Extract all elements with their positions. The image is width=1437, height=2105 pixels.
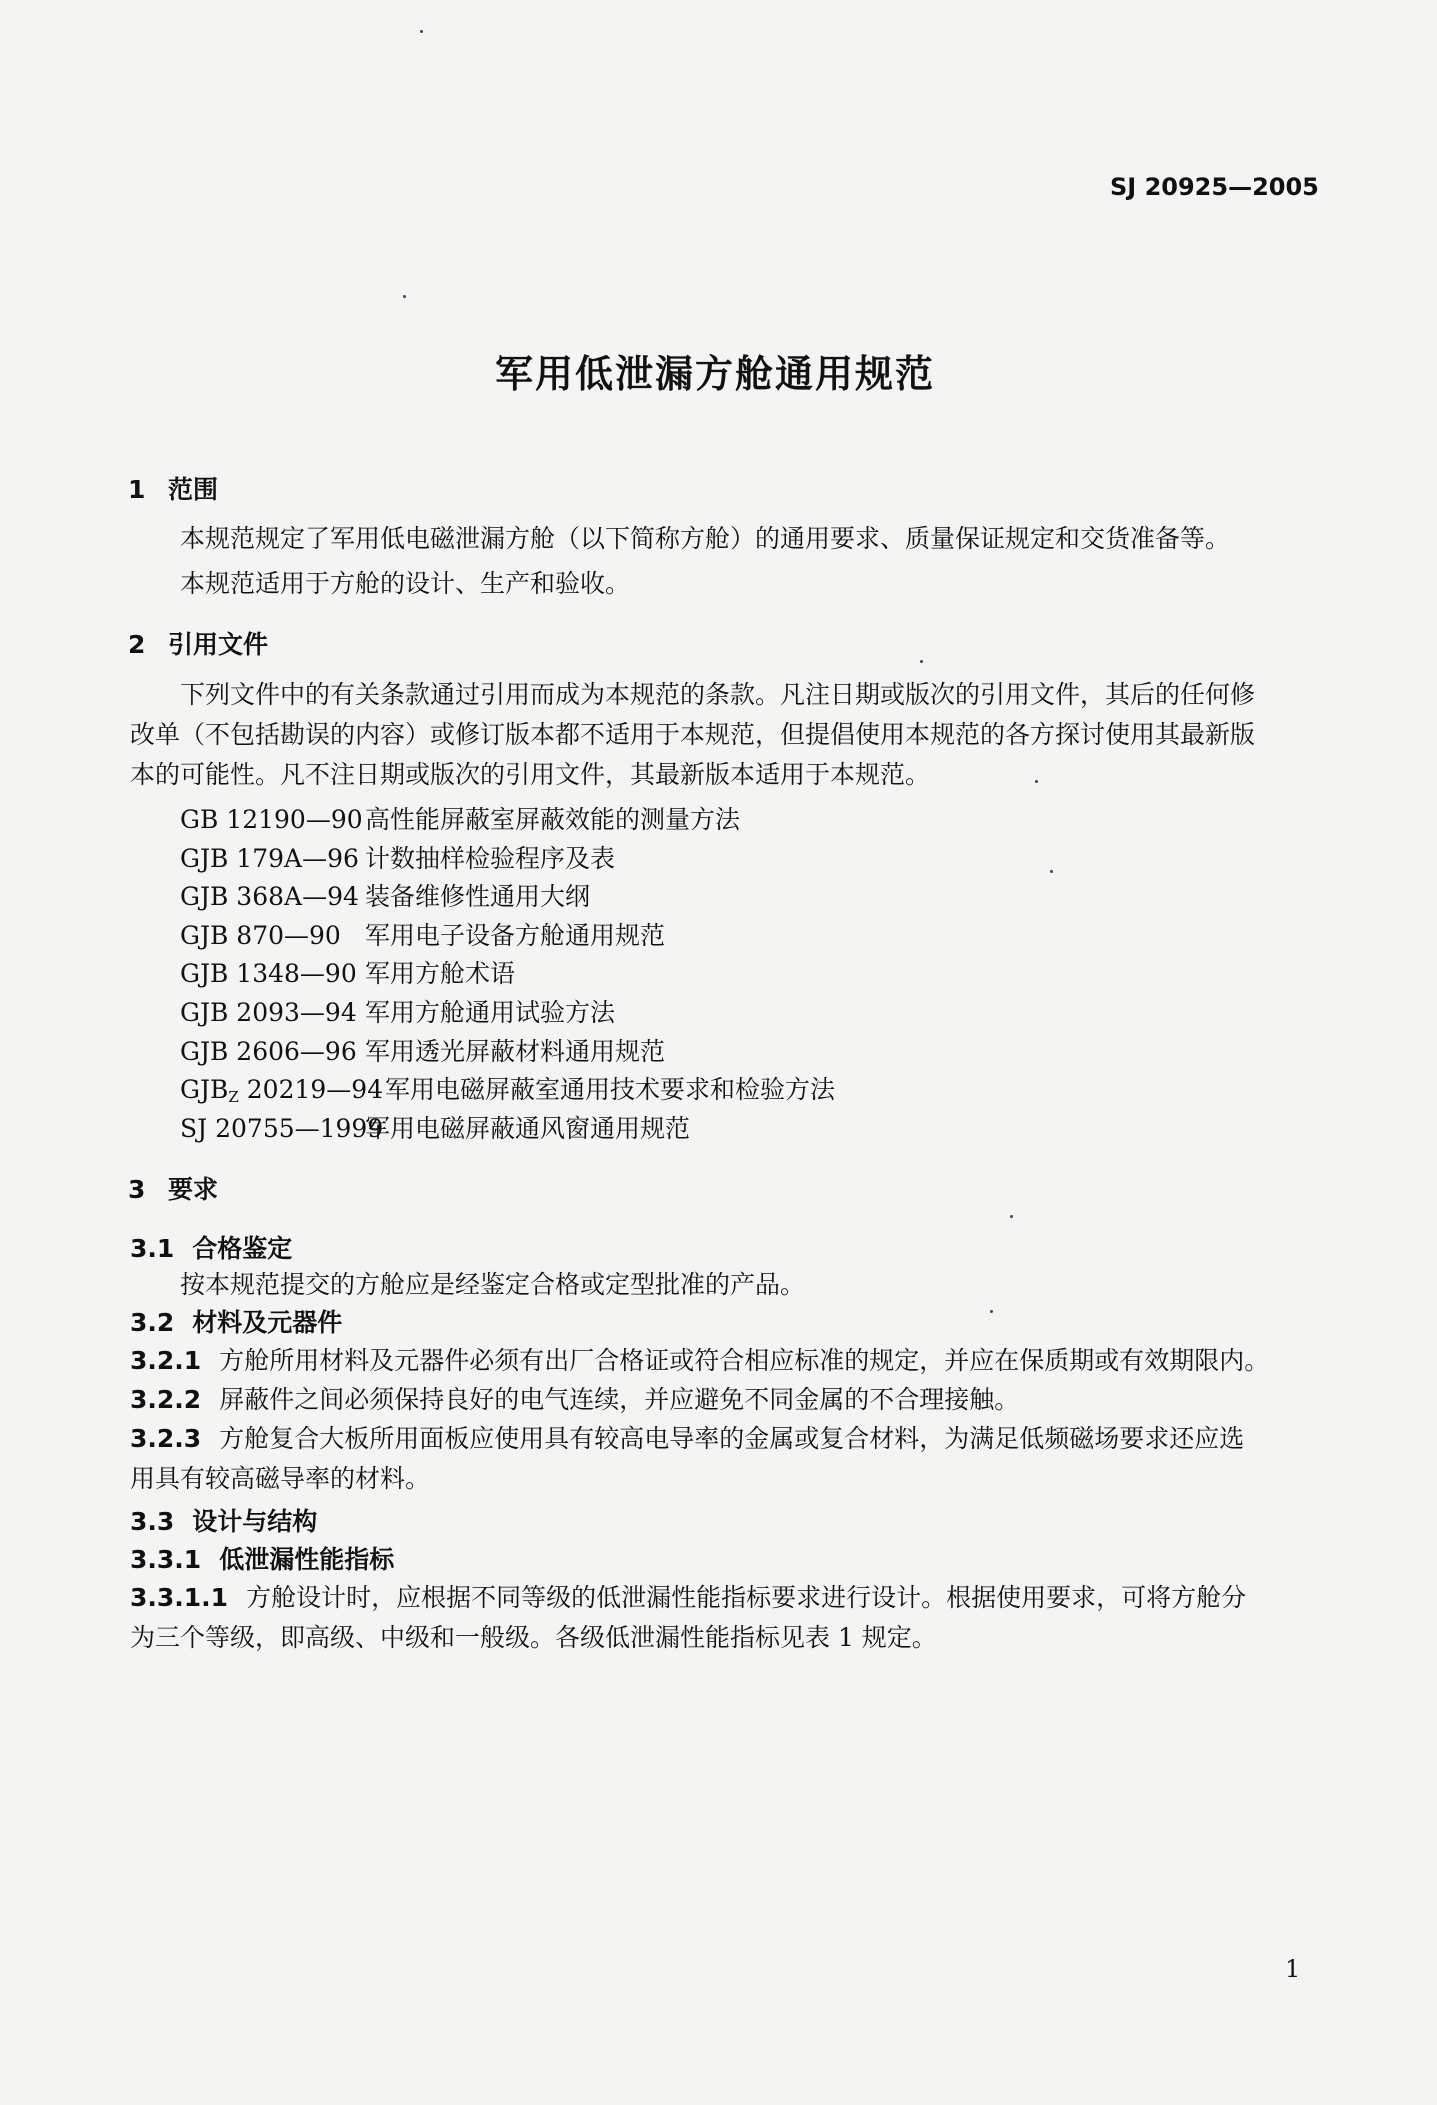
references-intro-line-2: 改单（不包括勘误的内容）或修订版本都不适用于本规范，但提倡使用本规范的各方探讨使用其最新版: [130, 720, 1256, 749]
page-number: 1: [1285, 1955, 1301, 1983]
reference-item: GJB 179A—96 计数抽样检验程序及表: [180, 844, 616, 873]
scan-speck: [920, 660, 923, 663]
reference-item: SJ 20755—1999军用电磁屏蔽通风窗通用规范: [180, 1114, 691, 1143]
reference-item: GJB 2093—94 军用方舱通用试验方法: [180, 998, 616, 1027]
reference-item: GJB 368A—94 装备维修性通用大纲: [180, 882, 591, 911]
scan-speck: [1010, 1215, 1013, 1218]
clause-text: 3.3.1.1 方舱设计时，应根据不同等级的低泄漏性能指标要求进行设计。根据使用要求，可将方舱分: [130, 1583, 1247, 1612]
scope-paragraph-2: 本规范适用于方舱的设计、生产和验收。: [180, 569, 631, 598]
clause-text: 按本规范提交的方舱应是经鉴定合格或定型批准的产品。: [180, 1270, 806, 1299]
clause-heading: 3.3.1 低泄漏性能指标: [130, 1545, 395, 1574]
references-intro-line-3: 本的可能性。凡不注日期或版次的引用文件，其最新版本适用于本规范。: [130, 760, 931, 789]
clause-text: 3.2.2 屏蔽件之间必须保持良好的电气连续，并应避免不同金属的不合理接触。: [130, 1385, 1020, 1414]
section-heading-references: 2 引用文件: [128, 630, 269, 659]
clause-heading: 3.1 合格鉴定: [130, 1234, 293, 1263]
reference-item: GJB 2606—96 军用透光屏蔽材料通用规范: [180, 1037, 666, 1066]
clause-text: 用具有较高磁导率的材料。: [130, 1464, 431, 1493]
scan-speck: [403, 295, 406, 298]
reference-item: GB 12190—90高性能屏蔽室屏蔽效能的测量方法: [180, 805, 741, 834]
clause-heading: 3.2 材料及元器件: [130, 1308, 343, 1337]
scan-speck: [420, 30, 423, 33]
standard-code: SJ 20925—2005: [1110, 173, 1319, 201]
clause-text: 为三个等级，即高级、中级和一般级。各级低泄漏性能指标见表 1 规定。: [130, 1623, 937, 1652]
section-heading-scope: 1 范围: [128, 475, 219, 504]
scan-speck: [1035, 780, 1038, 783]
scan-speck: [990, 1310, 993, 1313]
reference-item: GJB 1348—90 军用方舱术语: [180, 959, 516, 988]
clause-text: 3.2.1 方舱所用材料及元器件必须有出厂合格证或符合相应标准的规定，并应在保质期或有效期限内。: [130, 1346, 1270, 1375]
references-intro-line-1: 下列文件中的有关条款通过引用而成为本规范的条款。凡注日期或版次的引用文件，其后的任何修: [180, 680, 1256, 709]
scan-speck: [1050, 870, 1053, 873]
reference-item: GJB 870—90 军用电子设备方舱通用规范: [180, 921, 666, 950]
section-heading-requirements: 3 要求: [128, 1175, 219, 1204]
clause-heading: 3.3 设计与结构: [130, 1507, 318, 1536]
reference-item: $GJB_Z$ 20219—94军用电磁屏蔽室通用技术要求和检验方法: [180, 1075, 836, 1106]
clause-text: 3.2.3 方舱复合大板所用面板应使用具有较高电导率的金属或复合材料，为满足低频磁场要求还应选: [130, 1424, 1245, 1453]
scope-paragraph-1: 本规范规定了军用低电磁泄漏方舱（以下简称方舱）的通用要求、质量保证规定和交货准备等。: [180, 524, 1231, 553]
document-title: 军用低泄漏方舱通用规范: [495, 352, 936, 396]
